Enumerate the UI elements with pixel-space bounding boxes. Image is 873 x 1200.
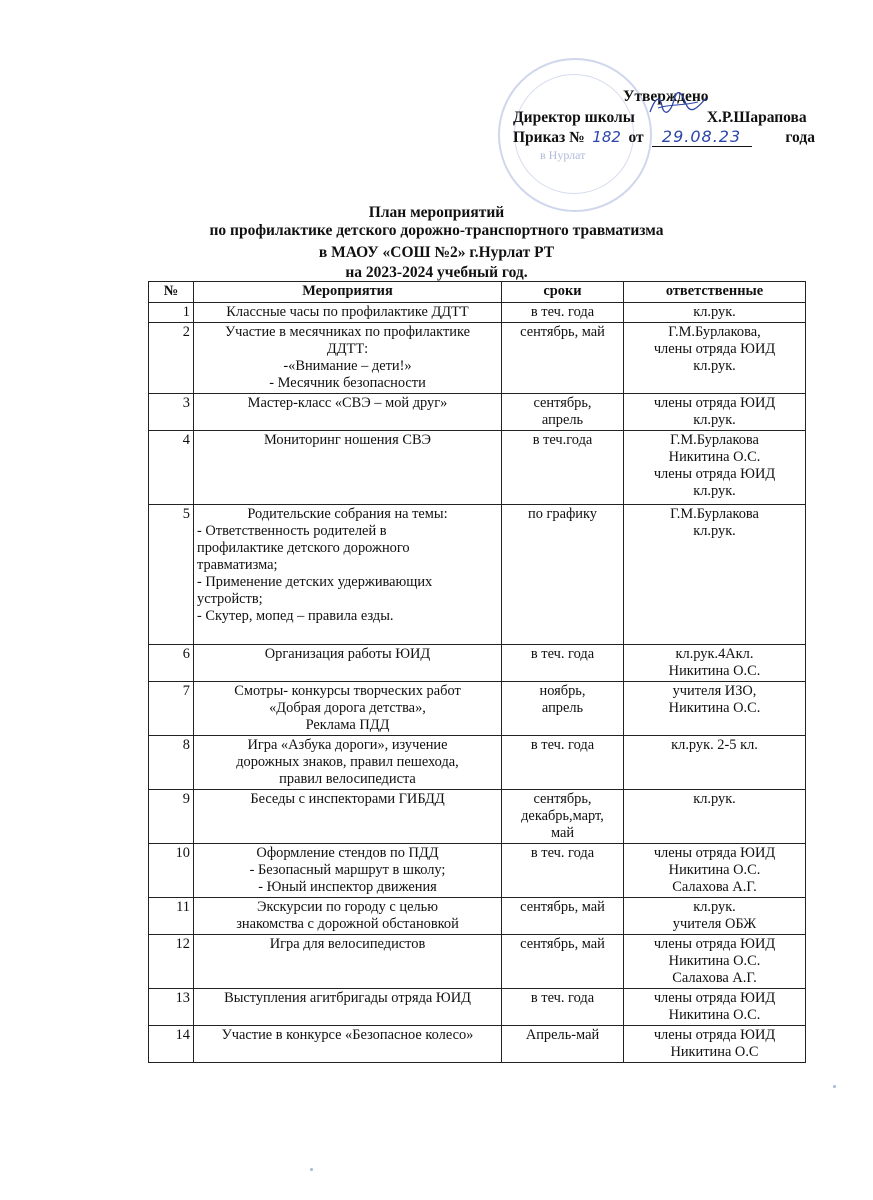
responsible-line: Салахова А.Г. [672,970,757,986]
term-line: Апрель-май [525,1027,600,1043]
responsible-cell [624,935,806,989]
table-row [149,431,806,505]
term-cell [502,736,624,790]
responsible-line: Г.М.Бурлакова [670,432,759,448]
event-cell [194,989,502,1026]
responsible-cell [624,431,806,505]
event-line: Игра «Азбука дороги», изучение [247,737,448,753]
responsible-line: Салахова А.Г. [672,879,757,895]
event-line: Мониторинг ношения СВЭ [263,432,432,448]
header-terms: сроки [502,282,624,303]
event-line: Смотры- конкурсы творческих работ [234,683,461,699]
responsible-line: Г.М.Бурлакова, [668,324,761,340]
table-row [149,898,806,935]
responsible-cell [624,844,806,898]
header-events: Мероприятия [194,282,502,303]
event-line: Мастер-класс «СВЭ – мой друг» [247,395,448,411]
responsible-line: кл.рук. [693,412,736,428]
event-line: знакомства с дорожной обстановкой [236,916,459,932]
term-line: в теч. года [530,845,595,861]
title-line-2: по профилактике детского дорожно-транспортного травматизма [209,222,664,239]
term-line: в теч. года [530,646,595,662]
table-row [149,394,806,431]
event-line: ДДТТ: [326,341,369,357]
responsible-line: члены отряда ЮИД [653,845,776,861]
responsible-line: кл.рук. [693,483,736,499]
row-number: 6 [149,645,194,682]
row-number: 1 [149,303,194,323]
responsible-line: Никитина О.С. [668,1007,761,1023]
order-label: Приказ № [513,129,585,146]
event-cell [194,394,502,431]
header-number: № [149,282,194,303]
row-number: 12 [149,935,194,989]
responsible-line: кл.рук. [693,523,736,539]
responsible-line: кл.рук. [693,304,736,320]
table-row [149,645,806,682]
responsible-line: Никитина О.С. [668,449,761,465]
responsible-cell [624,645,806,682]
table-body [149,303,806,1063]
responsible-line: кл.рук. [693,358,736,374]
term-line: апрель [541,412,584,428]
event-cell [194,682,502,736]
row-number: 3 [149,394,194,431]
title-line-1: План мероприятий [368,204,505,221]
responsible-cell [624,323,806,394]
table-row [149,935,806,989]
responsible-cell [624,898,806,935]
row-number: 11 [149,898,194,935]
event-line: профилактике детского дорожного [197,540,410,556]
term-line: апрель [541,700,584,716]
responsible-line: кл.рук. [693,899,736,915]
row-number: 9 [149,790,194,844]
event-line: устройств; [197,591,263,607]
row-number: 2 [149,323,194,394]
term-line: ноябрь, [539,683,586,699]
table-row [149,303,806,323]
event-line: Участие в конкурсе «Безопасное колесо» [221,1027,474,1043]
approved-label: Утверждено [623,88,709,105]
event-cell [194,898,502,935]
table-row [149,323,806,394]
stamp-text: в Нурлат [540,148,586,162]
event-line: Беседы с инспекторами ГИБДД [250,791,445,807]
term-line: по графику [528,506,597,522]
event-line: Игра для велосипедистов [269,936,426,952]
responsible-line: учителя ОБЖ [672,916,757,932]
term-cell [502,844,624,898]
event-line: Участие в месячниках по профилактике [224,324,470,340]
event-line: «Добрая дорога детства», [269,700,426,716]
row-number: 13 [149,989,194,1026]
signature-icon [648,92,708,118]
table-row [149,682,806,736]
event-line: - Применение детских удерживающих [197,574,433,590]
term-line: май [550,825,575,841]
order-date: 29.08.23 [652,127,752,147]
event-cell [194,505,502,645]
event-line: - Безопасный маршрут в школу; [249,862,446,878]
ink-dot [310,1168,313,1171]
order-number: 182 [592,128,621,146]
term-cell [502,394,624,431]
event-line: правил велосипедиста [279,771,416,787]
term-line: сентябрь, май [520,324,605,340]
term-line: сентябрь, [533,395,592,411]
term-line: в теч. года [530,304,595,320]
table-row [149,790,806,844]
row-number: 8 [149,736,194,790]
responsible-cell [624,682,806,736]
responsible-line: Никитина О.С [670,1044,759,1060]
term-cell [502,682,624,736]
term-cell [502,645,624,682]
term-line: в теч. года [530,990,595,1006]
responsible-line: кл.рук.4Акл. [675,646,754,662]
director-name: Х.Р.Шарапова [706,109,807,126]
term-cell [502,323,624,394]
term-line: в теч.года [532,432,593,448]
responsible-line: Никитина О.С. [668,700,761,716]
row-number: 4 [149,431,194,505]
event-line: Родительские собрания на темы: [247,506,448,522]
event-line: - Юный инспектор движения [258,879,437,895]
event-line: -«Внимание – дети!» [283,358,412,374]
responsible-line: Никитина О.С. [668,663,761,679]
year-label: года [785,129,815,146]
event-cell [194,645,502,682]
events-table [148,281,806,1063]
responsible-cell [624,505,806,645]
event-line: Выступления агитбригады отряда ЮИД [224,990,471,1006]
responsible-line: Г.М.Бурлакова [670,506,759,522]
row-number: 5 [149,505,194,645]
table-header-row [149,282,806,303]
responsible-cell [624,394,806,431]
from-label: от [628,129,644,146]
responsible-cell [624,1026,806,1063]
responsible-line: члены отряда ЮИД [653,990,776,1006]
event-cell [194,844,502,898]
responsible-cell [624,989,806,1026]
responsible-line: учителя ИЗО, [672,683,757,699]
term-line: сентябрь, май [520,936,605,952]
responsible-cell [624,736,806,790]
responsible-line: Никитина О.С. [668,953,761,969]
event-line: Реклама ПДД [305,717,390,733]
event-cell [194,303,502,323]
responsible-line: члены отряда ЮИД [653,395,776,411]
responsible-line: члены отряда ЮИД [653,1027,776,1043]
term-cell [502,898,624,935]
event-cell [194,736,502,790]
row-number: 10 [149,844,194,898]
title-line-3: в МАОУ «СОШ №2» г.Нурлат РТ [318,244,555,261]
responsible-cell [624,790,806,844]
table-row [149,736,806,790]
event-line: Оформление стендов по ПДД [256,845,439,861]
term-cell [502,935,624,989]
responsible-cell [624,303,806,323]
responsible-line: члены отряда ЮИД [653,936,776,952]
ink-dot [833,1085,836,1088]
table-row [149,505,806,645]
term-line: сентябрь, [533,791,592,807]
table-row [149,989,806,1026]
term-line: сентябрь, май [520,899,605,915]
event-cell [194,323,502,394]
header-responsible: ответственные [624,282,806,303]
table-row [149,1026,806,1063]
event-line: Классные часы по профилактике ДДТТ [226,304,469,320]
term-cell [502,1026,624,1063]
term-line: декабрь,март, [521,808,604,824]
term-cell [502,989,624,1026]
responsible-line: кл.рук. [693,791,736,807]
term-cell [502,790,624,844]
responsible-line: кл.рук. 2-5 кл. [671,737,758,753]
responsible-line: Никитина О.С. [668,862,761,878]
term-cell [502,431,624,505]
row-number: 7 [149,682,194,736]
term-cell [502,303,624,323]
event-line: - Ответственность родителей в [197,523,387,539]
term-cell [502,505,624,645]
event-cell [194,431,502,505]
event-line: - Скутер, мопед – правила езды. [197,608,394,624]
title-line-4: на 2023-2024 учебный год. [345,264,528,281]
table-row [149,844,806,898]
event-cell [194,1026,502,1063]
event-line: - Месячник безопасности [269,375,426,391]
row-number: 14 [149,1026,194,1063]
event-line: дорожных знаков, правил пешехода, [236,754,459,770]
event-line: Экскурсии по городу с целью [257,899,438,915]
event-line: травматизма; [197,557,278,573]
responsible-line: члены отряда ЮИД [653,341,776,357]
order-line [513,127,815,147]
term-line: в теч. года [530,737,595,753]
event-cell [194,935,502,989]
director-label: Директор школы [513,109,635,126]
responsible-line: члены отряда ЮИД [653,466,776,482]
event-line: Организация работы ЮИД [264,646,431,662]
event-cell [194,790,502,844]
